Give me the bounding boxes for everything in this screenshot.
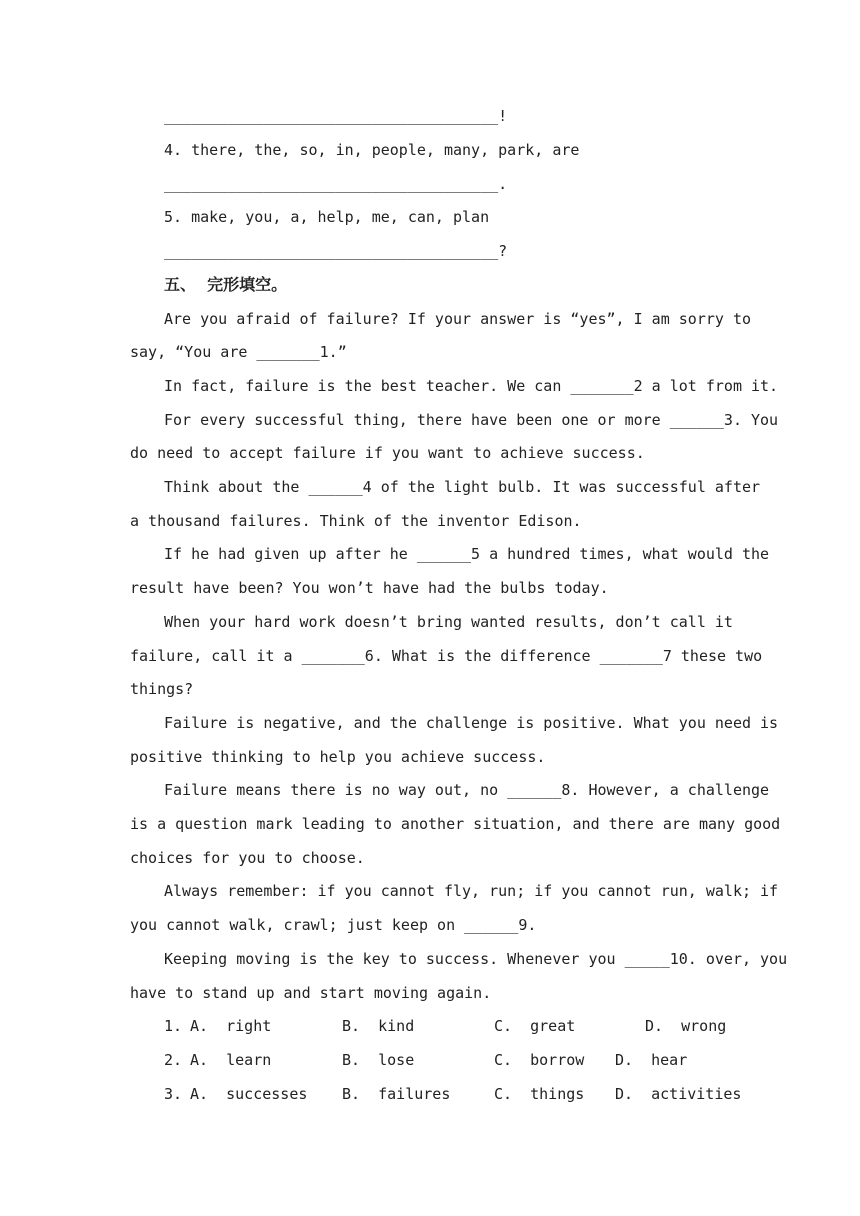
question-number: 2. bbox=[164, 1051, 183, 1069]
reorder-item-4 bbox=[164, 140, 579, 160]
item-number: 4. bbox=[164, 141, 183, 159]
question-number: 1. bbox=[164, 1017, 183, 1035]
option-b: B. kind bbox=[342, 1017, 415, 1035]
passage-line: you cannot walk, crawl; just keep on ______9. bbox=[130, 916, 537, 934]
question-number: 3. bbox=[164, 1085, 183, 1103]
reorder-item-5 bbox=[164, 207, 489, 227]
option-d: D. activities bbox=[615, 1085, 742, 1103]
passage-line: failure, call it a _______6. What is the difference _______7 these two bbox=[130, 647, 763, 665]
passage-line: choices for you to choose. bbox=[130, 849, 365, 867]
option-a: A. right bbox=[190, 1017, 272, 1035]
passage-line: say, “You are _______1.” bbox=[130, 343, 347, 361]
scrambled-words: there, the, so, in, people, many, park, are bbox=[191, 141, 580, 159]
passage-line: If he had given up after he ______5 a hundred times, what would the bbox=[164, 545, 770, 563]
passage-line: a thousand failures. Think of the inventor Edison. bbox=[130, 512, 582, 530]
option-b: B. failures bbox=[342, 1085, 451, 1103]
answer-line-5: _____________________________________? bbox=[164, 242, 508, 260]
option-b: B. lose bbox=[342, 1051, 415, 1069]
passage-line: In fact, failure is the best teacher. We can _______2 a lot from it. bbox=[164, 377, 779, 395]
passage-line: Think about the ______4 of the light bulb. It was successful after bbox=[164, 478, 761, 496]
passage-line: is a question mark leading to another situation, and there are many good bbox=[130, 815, 781, 833]
answer-line-4: _____________________________________. bbox=[164, 175, 508, 193]
scrambled-words: make, you, a, help, me, can, plan bbox=[191, 208, 490, 226]
passage-line: When your hard work doesn’t bring wanted results, don’t call it bbox=[164, 613, 733, 631]
passage-line: Keeping moving is the key to success. Whenever you _____10. over, you bbox=[164, 950, 788, 968]
passage-line: positive thinking to help you achieve success. bbox=[130, 748, 546, 766]
option-a: A. learn bbox=[190, 1051, 272, 1069]
option-d: D. wrong bbox=[645, 1017, 727, 1035]
passage-line: things? bbox=[130, 680, 194, 698]
option-c: C. things bbox=[494, 1085, 585, 1103]
passage-line: Are you afraid of failure? If your answer is “yes”, I am sorry to bbox=[164, 310, 751, 328]
passage-line: result have been? You won’t have had the bulbs today. bbox=[130, 579, 609, 597]
passage-line: have to stand up and start moving again. bbox=[130, 984, 492, 1002]
answer-line-3: _____________________________________! bbox=[164, 107, 508, 125]
passage-line: Always remember: if you cannot fly, run; if you cannot run, walk; if bbox=[164, 882, 779, 900]
option-d: D. hear bbox=[615, 1051, 688, 1069]
item-number: 5. bbox=[164, 208, 183, 226]
option-c: C. great bbox=[494, 1017, 576, 1035]
passage-line: do need to accept failure if you want to achieve success. bbox=[130, 444, 645, 462]
option-c: C. borrow bbox=[494, 1051, 585, 1069]
passage-line: For every successful thing, there have been one or more ______3. You bbox=[164, 411, 779, 429]
passage-line: Failure means there is no way out, no ______8. However, a challenge bbox=[164, 781, 770, 799]
section-heading: 五、 完形填空。 bbox=[164, 275, 288, 294]
passage-line: Failure is negative, and the challenge is positive. What you need is bbox=[164, 714, 779, 732]
option-a: A. successes bbox=[190, 1085, 308, 1103]
